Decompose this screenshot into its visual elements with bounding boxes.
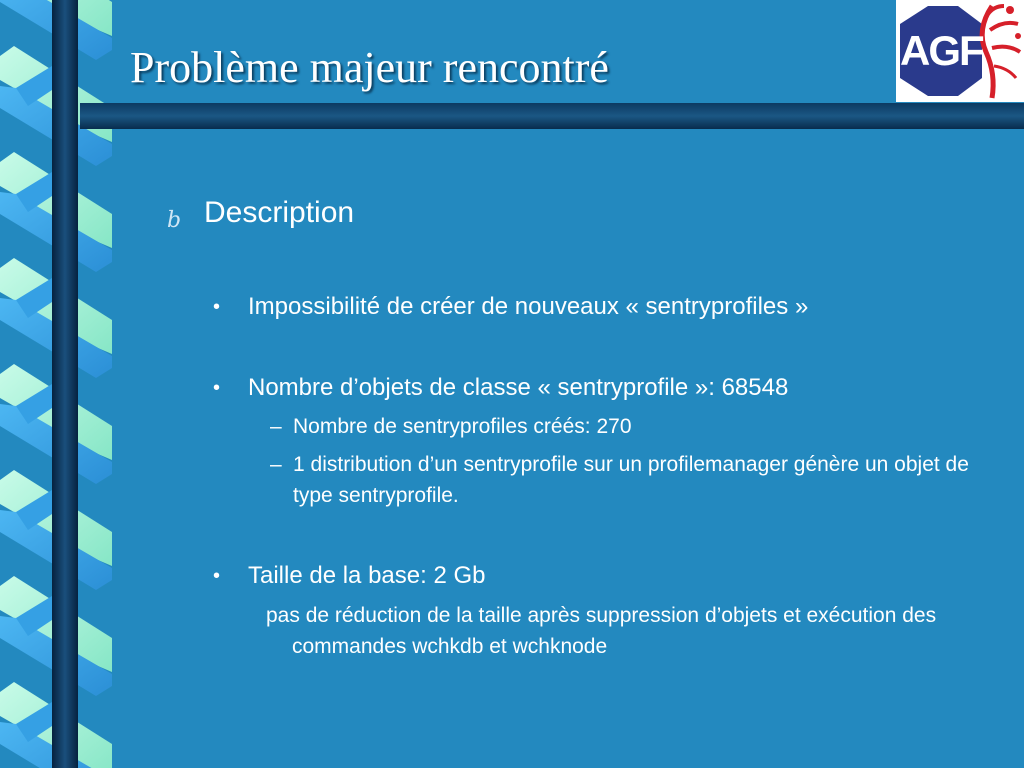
dash-glyph: – <box>270 453 282 476</box>
bullet-text: Impossibilité de créer de nouveaux « sentryprofiles » <box>248 293 809 320</box>
bullet-glyph: • <box>213 565 221 587</box>
dash-glyph: – <box>270 415 282 438</box>
sub-bullet-text: Nombre de sentryprofiles créés: 270 <box>293 415 632 438</box>
logo-text: AGF <box>900 27 983 74</box>
agf-logo <box>896 0 1024 102</box>
heading-description: Description <box>204 196 355 229</box>
slide-title: Problème majeur rencontré <box>130 43 609 92</box>
bullet-text: Taille de la base: 2 Gb <box>248 562 486 589</box>
bullet-glyph: • <box>213 377 221 399</box>
heading-bullet-glyph: b <box>167 208 182 233</box>
note-paragraph <box>266 600 946 662</box>
bullet-glyph: • <box>213 296 221 318</box>
note-text: pas de réduction de la taille après suppression d’objets et exécution des commandes wchkdb et wchknode <box>266 604 937 658</box>
sub-bullet-text: 1 distribution d’un sentryprofile sur un profilemanager génère un objet de type sentryprofile. <box>293 453 969 507</box>
bullet-text: Nombre d’objets de classe « sentryprofile »: 68548 <box>248 374 789 401</box>
